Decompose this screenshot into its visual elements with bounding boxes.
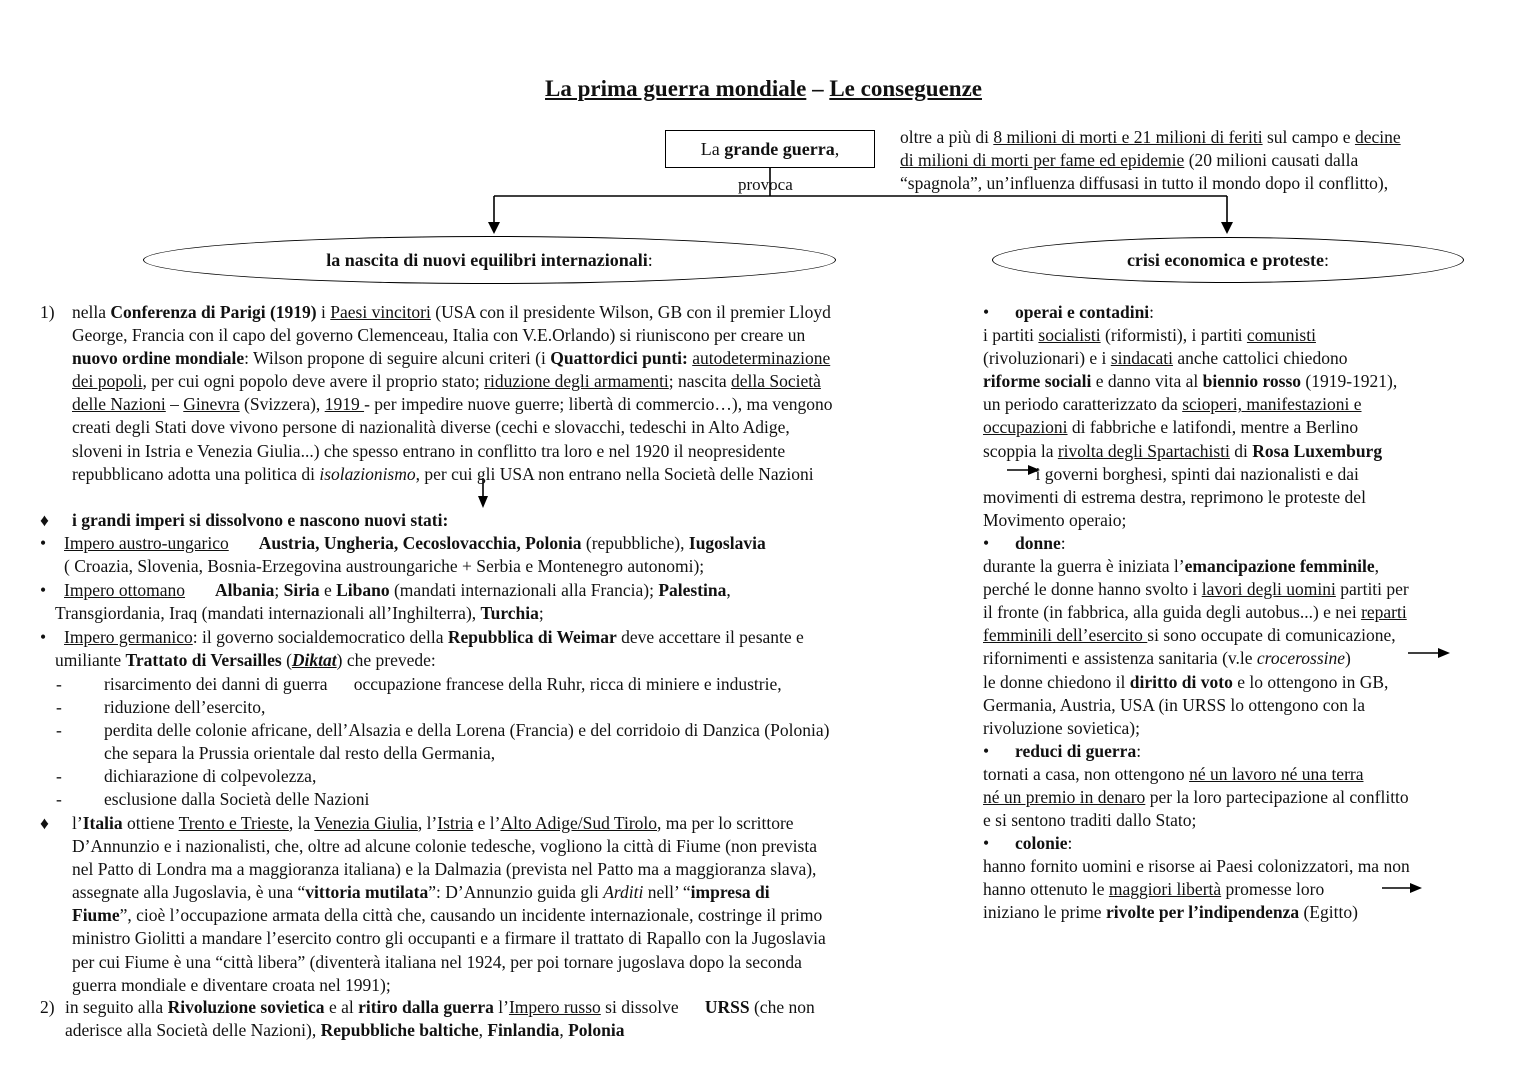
empire-item-austria: • Impero austro-ungarico Austria, Ungheria, Cecoslovacchia, Polonia (repubbliche), Iugoslavia ( Croazia, Slovenia, Bosnia-Erzegovina austroungariche + Serbia e Montenegro autonomi); bbox=[40, 533, 766, 577]
section-women bbox=[983, 555, 1410, 740]
text-line: Movimento operaio; bbox=[983, 509, 1127, 530]
text-line: rifornimenti e assistenza sanitaria (v.le crocerossine) bbox=[983, 648, 1351, 669]
text-line: nella Conferenza di Parigi (1919) i Paesi vincitori (USA con il presidente Wilson, GB con il premier Lloyd bbox=[72, 302, 831, 322]
ellipse-economic-crisis: crisi economica e proteste: bbox=[992, 237, 1464, 283]
text-line: aderisce alla Società delle Nazioni), Repubbliche baltiche, Finlandia, Polonia bbox=[65, 1020, 625, 1041]
text-line: in seguito alla Rivoluzione sovietica e al ritiro dalla guerra l’Impero russo si dissolve URSS (che non bbox=[65, 997, 815, 1017]
left-paragraph-2-number: 2) bbox=[40, 997, 55, 1017]
page-title: La prima guerra mondiale – Le conseguenze bbox=[545, 76, 982, 101]
text-line: un periodo caratterizzato da scioperi, manifestazioni e bbox=[983, 394, 1362, 415]
section-veterans bbox=[983, 763, 1410, 832]
text-line: tornati a casa, non ottengono né un lavoro né una terra bbox=[983, 763, 1364, 784]
section-head-women: donne bbox=[1015, 532, 1061, 553]
text-line: nuovo ordine mondiale: Wilson propone di seguire alcuni criteri (i Quattordici punti: autodeterminazione bbox=[72, 348, 831, 369]
right-column: • operai e contadini: i partiti socialisti (riformisti), i partiti comunisti (rivoluzionari) e i sindacati anche cattolici chiedono riforme sociali e danno vita al biennio rosso (1919-1921), un periodo caratterizzato da scioperi, manifestazioni e occupazioni di fabbriche e latifondi, mentre a Berlino scoppia la rivolta degli Spartachisti di Rosa Luxemburg i governi borghesi, spinti dai nazionalisti e dai movimenti di estrema destra, reprimono le proteste del Movimento operaio; • donne: durante la guerra è iniziata l’emancipazione femminile, perché le donne hanno svolto i lavori degli uomini partiti per il fronte (in fabbrica, alla guida degli autobus...) e nei reparti femminili dell’esercito si sono occupate di comunicazione, rifornimenti e assistenza sanitaria (v.le crocerossine) le donne chiedono il diritto di voto e lo ottengono in GB, Germania, Austria, USA (in URSS lo ottengono con la rivoluzione sovietica); • reduci di guerra: tornati a casa, non ottengono né un lavoro né una terra né un premio in denaro per la loro partecipazione al conflitto e si sentono traditi dallo Stato; • colonie: hanno fornito uomini e risorse ai Paesi colonizzatori, ma non hanno ottenuto le maggiori libertà promesse loro iniziano le prime rivolte per l’indipendenza (Egitto) bbox=[983, 301, 1410, 925]
text-line: guerra mondiale e diventare croata nel 1991); bbox=[72, 974, 391, 995]
text-line: e si sentono traditi dallo Stato; bbox=[983, 810, 1197, 831]
text-line: iniziano le prime rivolte per l’indipendenza (Egitto) bbox=[983, 902, 1358, 923]
text-line: hanno ottenuto le maggiori libertà promesse loro bbox=[983, 879, 1325, 900]
versailles-item: - risarcimento dei danni di guerra occupazione francese della Ruhr, ricca di miniere e industrie, bbox=[56, 674, 782, 694]
text-line: George, Francia con il capo del governo Clemenceau, Italia con V.E.Orlando) si riuniscono per creare un bbox=[72, 325, 806, 346]
text-line: il fronte (in fabbrica, alla guida degli autobus...) e nei reparti bbox=[983, 602, 1407, 623]
diamond-bullet-2: ♦ bbox=[40, 813, 49, 833]
text-line: repubblicano adotta una politica di isolazionismo, per cui gli USA non entrano nella Società delle Nazioni bbox=[72, 463, 814, 484]
grande-guerra-box: La grande guerra, bbox=[665, 130, 875, 168]
provoca-label: provoca bbox=[738, 175, 793, 194]
text-line: rivoluzione sovietica); bbox=[983, 717, 1140, 738]
text-line: nel Patto di Londra ma a maggioranza italiana) e la Dalmazia (prevista nel Patto ma a maggioranza slava), bbox=[72, 859, 817, 880]
text-line: scoppia la rivolta degli Spartachisti di Rosa Luxemburg bbox=[983, 440, 1383, 461]
text-line: riforme sociali e danno vita al biennio rosso (1919-1921), bbox=[983, 371, 1398, 392]
text-line: delle Nazioni – Ginevra (Svizzera), 1919 - per impedire nuove guerre; libertà di commercio…), ma vengono bbox=[72, 394, 833, 415]
text-line: perché le donne hanno svolto i lavori degli uomini partiti per bbox=[983, 579, 1409, 600]
empire-item-ottoman: • Impero ottomano Albania; Siria e Libano (mandati internazionali alla Francia); Palestina, Transgiordania, Iraq (mandati internazionali all’Inghilterra), Turchia; bbox=[40, 580, 731, 624]
text-line: per cui Fiume è una “città libera” (diventerà italiana nel 1924, per poi tornare jugoslava dopo la seconda bbox=[72, 951, 802, 972]
text-line: ministro Giolitti a mandare l’esercito contro gli occupanti e a firmare il trattato di Rapallo con la Jugoslavia bbox=[72, 928, 826, 949]
text-line: Fiume”, cioè l’occupazione armata della città che, causando un incidente internazionale, costringe il primo bbox=[72, 905, 823, 926]
italia-paragraph bbox=[72, 812, 826, 997]
text-line: sloveni in Istria e Venezia Giulia...) che spesso entrano in conflitto tra loro e nel 1920 il neopresidente bbox=[72, 440, 786, 461]
text-line: i governi borghesi, spinti dai nazionalisti e dai bbox=[983, 463, 1359, 484]
text-line: occupazioni di fabbriche e latifondi, mentre a Berlino bbox=[983, 417, 1359, 438]
top-right-note: oltre a più di 8 milioni di morti e 21 milioni di feriti sul campo e decine di milioni di morti per fame ed epidemie (20 milioni causati dalla “spagnola”, un’influenza diffusasi in tutto il mondo dopo il conflitto), bbox=[900, 127, 1401, 193]
text-line: dei popoli, per cui ogni popolo deve avere il proprio stato; riduzione degli armamenti; nascita della Società bbox=[72, 371, 821, 392]
versailles-item: - esclusione dalla Società delle Nazioni bbox=[56, 789, 370, 810]
left-paragraph-2 bbox=[65, 996, 815, 1042]
text-line: le donne chiedono il diritto di voto e lo ottengono in GB, bbox=[983, 671, 1389, 692]
text-line: hanno fornito uomini e risorse ai Paesi colonizzatori, ma non bbox=[983, 856, 1410, 877]
section-head-colonies: colonie bbox=[1015, 833, 1068, 854]
text-line: Germania, Austria, USA (in URSS lo ottengono con la bbox=[983, 694, 1366, 715]
diamond-bullet-1: ♦ bbox=[40, 510, 49, 530]
text-line: né un premio in denaro per la loro partecipazione al conflitto bbox=[983, 786, 1409, 807]
text-line: movimenti di estrema destra, reprimono le proteste del bbox=[983, 486, 1366, 507]
text-line: durante la guerra è iniziata l’emancipazione femminile, bbox=[983, 556, 1380, 577]
text-line: i partiti socialisti (riformisti), i partiti comunisti bbox=[983, 325, 1316, 346]
section-head-veterans: reduci di guerra bbox=[1015, 740, 1137, 761]
section-head-workers: operai e contadini bbox=[1015, 302, 1150, 322]
ellipse-new-equilibria: la nascita di nuovi equilibri internazionali: bbox=[143, 236, 836, 284]
text-line: (rivoluzionari) e i sindacati anche cattolici chiedono bbox=[983, 348, 1348, 369]
text-line: l’Italia ottiene Trento e Trieste, la Venezia Giulia, l’Istria e l’Alto Adige/Sud Tirolo, ma per lo scrittore bbox=[72, 813, 794, 833]
versailles-item: - perdita delle colonie africane, dell’Alsazia e della Lorena (Francia) e del corridoio di Danzica (Polonia) bbox=[56, 720, 830, 741]
left-paragraph-1-number: 1) bbox=[40, 302, 55, 322]
text-line: femminili dell’esercito si sono occupate di comunicazione, bbox=[983, 625, 1396, 646]
text-line: D’Annunzio e i nazionalisti, che, oltre ad alcune colonie tedesche, vogliono la città di Fiume (non prevista bbox=[72, 836, 817, 857]
versailles-item: - riduzione dell’esercito, bbox=[56, 697, 266, 718]
text-line: assegnate alla Jugoslavia, è una “vittoria mutilata”: D’Annunzio guida gli Arditi nell’ “impresa di bbox=[72, 882, 770, 903]
text-line: creati degli Stati dove vivono persone di nazionalità diverse (cechi e slovacchi, tedeschi in Alto Adige, bbox=[72, 417, 790, 438]
versailles-list bbox=[56, 673, 829, 812]
empires-heading: i grandi imperi si dissolvono e nascono nuovi stati: bbox=[72, 510, 449, 530]
section-colonies bbox=[983, 855, 1410, 924]
empire-item-germany: • Impero germanico: il governo socialdemocratico della Repubblica di Weimar deve accettare il pesante e umiliante Trattato di Versailles (Diktat) che prevede: bbox=[40, 627, 804, 671]
section-workers bbox=[983, 324, 1410, 532]
left-paragraph-1 bbox=[72, 301, 833, 486]
versailles-item: - dichiarazione di colpevolezza, bbox=[56, 766, 317, 787]
versailles-item: che separa la Prussia orientale dal resto della Germania, bbox=[104, 743, 496, 764]
